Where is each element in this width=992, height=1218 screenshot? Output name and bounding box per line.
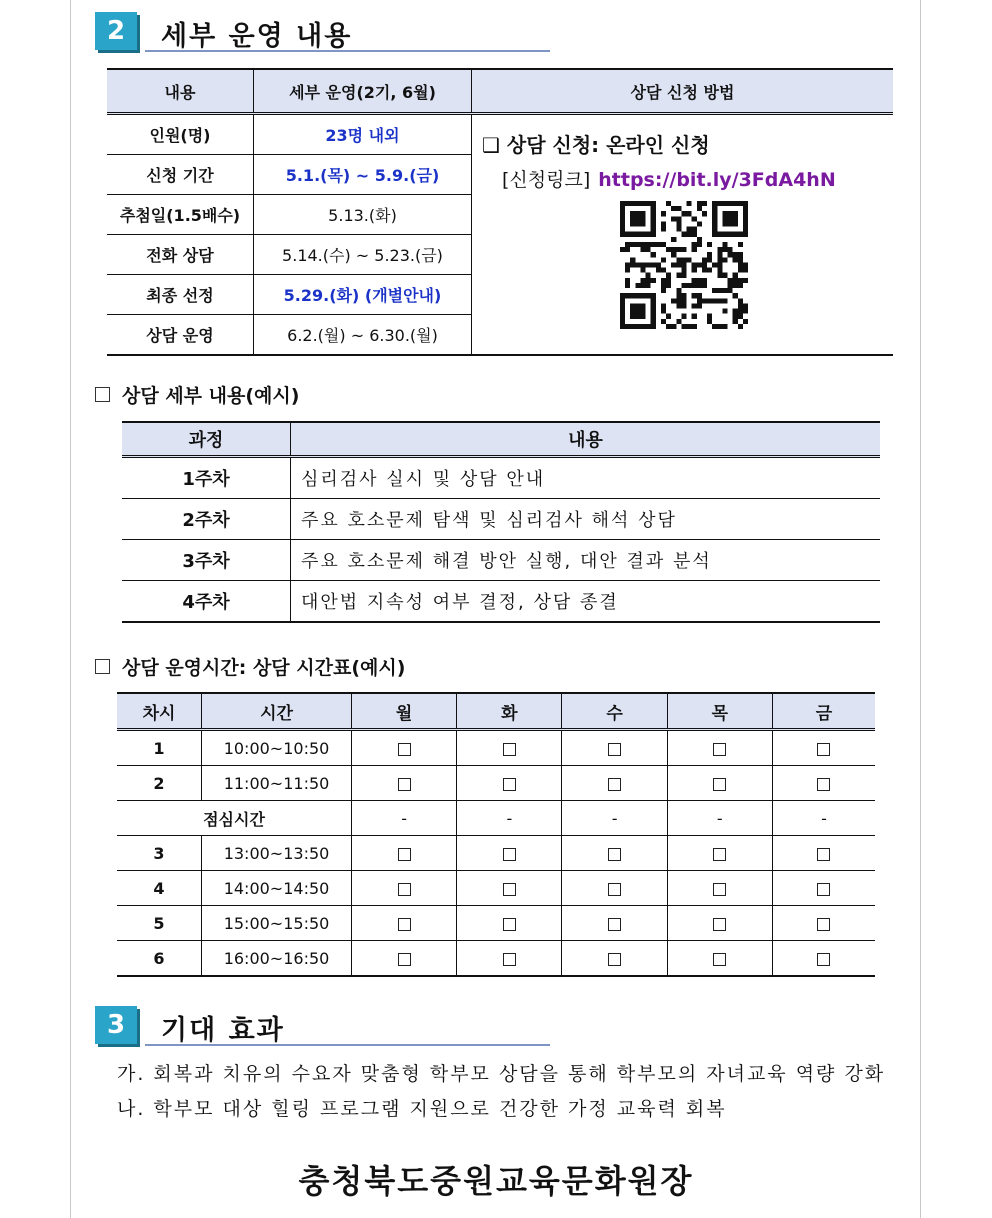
slot-cell[interactable]	[352, 730, 457, 766]
section-number: 3	[95, 1006, 137, 1044]
slot-cell[interactable]	[457, 836, 562, 871]
section-number: 2	[95, 12, 137, 50]
checkbox-icon[interactable]	[608, 778, 621, 791]
page-border-right	[920, 0, 921, 1218]
slot-cell[interactable]	[772, 766, 875, 801]
content-cell: 대안법 지속성 여부 결정, 상담 종결	[291, 581, 881, 623]
checkbox-icon[interactable]	[817, 743, 830, 756]
header-cell: 수	[562, 693, 667, 730]
slot-cell[interactable]	[772, 871, 875, 906]
session-cell: 1	[117, 730, 202, 766]
checkbox-icon[interactable]	[817, 778, 830, 791]
checkbox-icon[interactable]	[503, 953, 516, 966]
checkbox-icon[interactable]	[398, 848, 411, 861]
row-value: 6.2.(월) ~ 6.30.(월)	[254, 315, 472, 356]
slot-cell[interactable]	[562, 941, 667, 977]
table-header-row	[107, 69, 893, 114]
section-title: 세부 운영 내용	[161, 21, 353, 52]
lunch-row	[117, 801, 875, 836]
time-cell: 11:00~11:50	[202, 766, 352, 801]
table-row	[122, 499, 880, 540]
slot-cell[interactable]	[667, 941, 772, 977]
table-row	[117, 766, 875, 801]
table-row	[122, 581, 880, 623]
slot-cell[interactable]	[667, 906, 772, 941]
detail-heading-text: 상담 세부 내용(예시)	[122, 385, 300, 407]
slot-cell[interactable]	[667, 730, 772, 766]
row-label: 인원(명)	[107, 114, 254, 155]
section-title: 기대 효과	[161, 1015, 285, 1046]
checkbox-icon[interactable]	[713, 918, 726, 931]
lunch-label: 점심시간	[117, 801, 352, 836]
checkbox-icon[interactable]	[713, 953, 726, 966]
header-cell: 금	[772, 693, 875, 730]
session-cell: 2	[117, 766, 202, 801]
effect-item: 가. 회복과 치유의 수요자 맞춤형 학부모 상담을 통해 학부모의 자녀교육 역량 강화	[117, 1063, 886, 1085]
slot-cell[interactable]	[562, 766, 667, 801]
checkbox-icon[interactable]	[713, 778, 726, 791]
week-cell: 1주차	[122, 457, 291, 499]
issuer-signature: 충청북도중원교육문화원장	[298, 1162, 694, 1200]
slot-cell[interactable]	[457, 730, 562, 766]
checkbox-icon[interactable]	[608, 883, 621, 896]
week-cell: 4주차	[122, 581, 291, 623]
checkbox-icon[interactable]	[503, 848, 516, 861]
lunch-mark: -	[667, 801, 772, 836]
time-cell: 10:00~10:50	[202, 730, 352, 766]
checkbox-icon[interactable]	[817, 848, 830, 861]
schedule-table	[117, 692, 875, 977]
row-label: 최종 선정	[107, 275, 254, 315]
checkbox-icon[interactable]	[608, 918, 621, 931]
slot-cell[interactable]	[457, 871, 562, 906]
checkbox-icon[interactable]	[503, 743, 516, 756]
checkbox-icon[interactable]	[608, 953, 621, 966]
slot-cell[interactable]	[562, 730, 667, 766]
checkbox-icon[interactable]	[817, 883, 830, 896]
header-cell: 목	[667, 693, 772, 730]
method-link-line	[502, 165, 836, 192]
checkbox-icon[interactable]	[503, 918, 516, 931]
table-header-row	[122, 422, 880, 457]
slot-cell[interactable]	[562, 836, 667, 871]
slot-cell[interactable]	[352, 906, 457, 941]
slot-cell[interactable]	[457, 766, 562, 801]
row-label: 상담 운영	[107, 315, 254, 356]
checkbox-icon[interactable]	[608, 743, 621, 756]
checkbox-icon[interactable]	[398, 743, 411, 756]
lunch-mark: -	[457, 801, 562, 836]
slot-cell[interactable]	[352, 766, 457, 801]
method-title: ❑ 상담 신청: 온라인 신청	[482, 133, 710, 157]
header-cell: 세부 운영(2기, 6월)	[254, 69, 472, 114]
slot-cell[interactable]	[457, 941, 562, 977]
row-label: 추첨일(1.5배수)	[107, 195, 254, 235]
header-cell: 차시	[117, 693, 202, 730]
header-cell: 과정	[122, 422, 291, 457]
slot-cell[interactable]	[352, 941, 457, 977]
header-cell: 화	[457, 693, 562, 730]
week-cell: 2주차	[122, 499, 291, 540]
session-cell: 6	[117, 941, 202, 977]
table-header-row	[117, 693, 875, 730]
lunch-mark: -	[562, 801, 667, 836]
schedule-heading	[95, 653, 405, 680]
slot-cell[interactable]	[772, 836, 875, 871]
time-cell: 13:00~13:50	[202, 836, 352, 871]
header-cell: 상담 신청 방법	[472, 69, 894, 114]
checkbox-icon[interactable]	[503, 883, 516, 896]
operation-table	[107, 68, 893, 356]
lunch-mark: -	[772, 801, 875, 836]
content-cell: 주요 호소문제 탐색 및 심리검사 해석 상담	[291, 499, 881, 540]
week-cell: 3주차	[122, 540, 291, 581]
checkbox-icon[interactable]	[398, 883, 411, 896]
session-cell: 5	[117, 906, 202, 941]
slot-cell[interactable]	[667, 836, 772, 871]
application-link[interactable]: https://bit.ly/3FdA4hN	[598, 169, 836, 191]
table-row	[117, 836, 875, 871]
slot-cell[interactable]	[352, 871, 457, 906]
link-label: [신청링크]	[502, 169, 591, 191]
row-value: 5.1.(목) ~ 5.9.(금)	[254, 155, 472, 195]
table-row	[117, 871, 875, 906]
header-cell: 월	[352, 693, 457, 730]
table-row	[117, 730, 875, 766]
detail-heading	[95, 381, 299, 408]
row-value: 5.13.(화)	[254, 195, 472, 235]
row-value: 23명 내외	[254, 114, 472, 155]
slot-cell[interactable]	[772, 941, 875, 977]
time-cell: 14:00~14:50	[202, 871, 352, 906]
table-row	[117, 941, 875, 977]
slot-cell[interactable]	[562, 871, 667, 906]
time-cell: 16:00~16:50	[202, 941, 352, 977]
row-value: 5.29.(화) (개별안내)	[254, 275, 472, 315]
slot-cell[interactable]	[562, 906, 667, 941]
header-cell: 시간	[202, 693, 352, 730]
session-cell: 4	[117, 871, 202, 906]
checkbox-icon[interactable]	[817, 953, 830, 966]
checkbox-icon[interactable]	[713, 743, 726, 756]
checkbox-icon[interactable]	[398, 918, 411, 931]
slot-cell[interactable]	[772, 906, 875, 941]
lunch-mark: -	[352, 801, 457, 836]
checkbox-icon[interactable]	[713, 883, 726, 896]
slot-cell[interactable]	[667, 871, 772, 906]
checkbox-icon[interactable]	[608, 848, 621, 861]
checkbox-icon[interactable]	[503, 778, 516, 791]
slot-cell[interactable]	[457, 906, 562, 941]
effect-item: 나. 학부모 대상 힐링 프로그램 지원으로 건강한 가정 교육력 회복	[117, 1098, 727, 1120]
table-row	[117, 906, 875, 941]
checkbox-icon[interactable]	[817, 918, 830, 931]
header-cell: 내용	[107, 69, 254, 114]
slot-cell[interactable]	[352, 836, 457, 871]
table-row	[122, 540, 880, 581]
row-value: 5.14.(수) ~ 5.23.(금)	[254, 235, 472, 275]
slot-cell[interactable]	[772, 730, 875, 766]
table-row	[122, 457, 880, 499]
time-cell: 15:00~15:50	[202, 906, 352, 941]
checkbox-icon	[95, 659, 110, 674]
row-label: 전화 상담	[107, 235, 254, 275]
row-label: 신청 기간	[107, 155, 254, 195]
content-cell: 주요 호소문제 해결 방안 실행, 대안 결과 분석	[291, 540, 881, 581]
schedule-heading-text: 상담 운영시간: 상담 시간표(예시)	[122, 657, 406, 679]
checkbox-icon[interactable]	[713, 848, 726, 861]
checkbox-icon[interactable]	[398, 953, 411, 966]
qr-code-icon[interactable]	[620, 201, 748, 329]
content-cell: 심리검사 실시 및 상담 안내	[291, 457, 881, 499]
checkbox-icon[interactable]	[398, 778, 411, 791]
checkbox-icon	[95, 387, 110, 402]
header-cell: 내용	[291, 422, 881, 457]
session-cell: 3	[117, 836, 202, 871]
page-border-left	[70, 0, 71, 1218]
detail-table	[122, 421, 880, 623]
table-row	[107, 114, 893, 155]
application-method-cell	[472, 114, 894, 356]
slot-cell[interactable]	[667, 766, 772, 801]
